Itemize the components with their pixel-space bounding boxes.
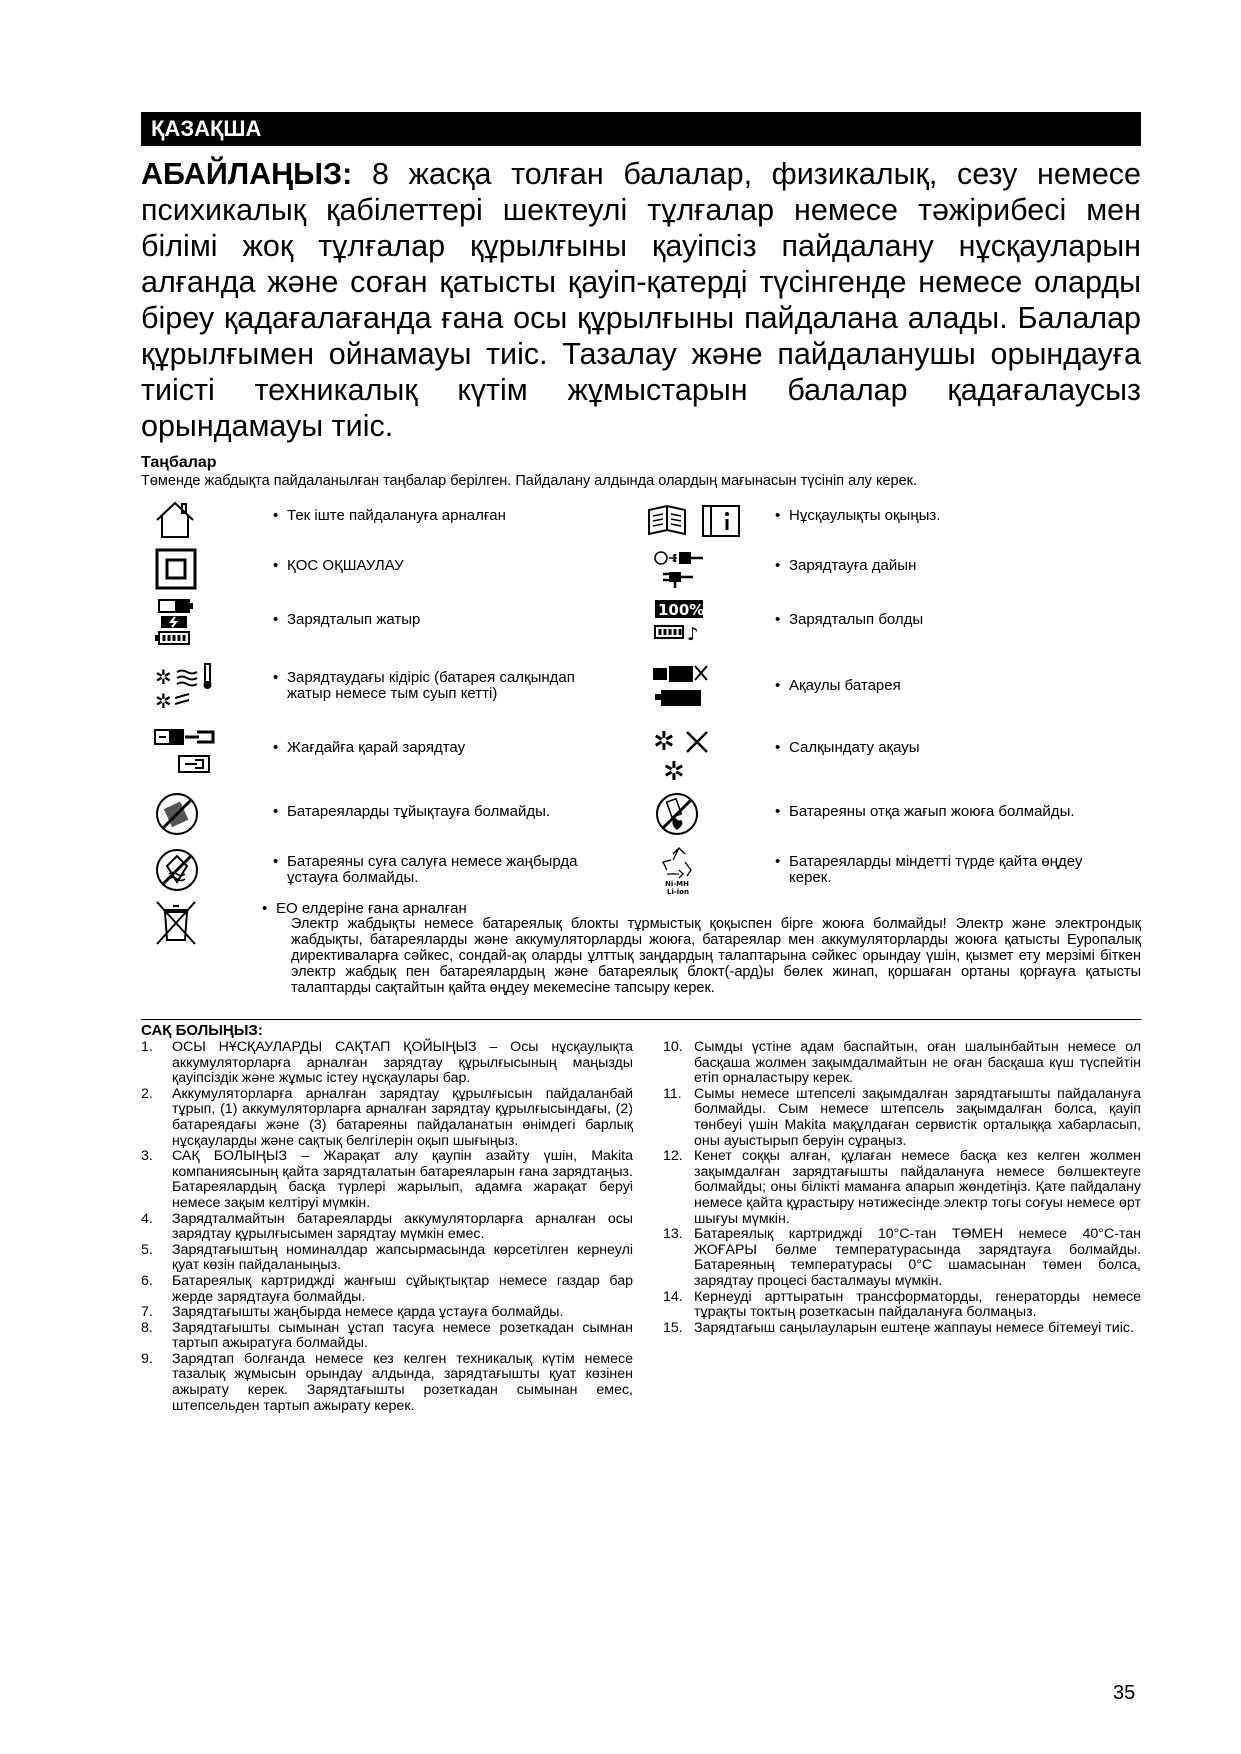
symbol-label: • Зарядталып болды (789, 612, 1089, 628)
symbol-label: • Жағдайға қарай зарядтау (287, 740, 587, 756)
svg-text:✲: ✲ (663, 757, 685, 782)
symbols-title: Таңбалар (141, 454, 217, 471)
read-manual-icon (647, 500, 747, 540)
plug-ready-icon (653, 548, 707, 588)
list-item: 14. Кернеуді арттыратын трансформаторды, генераторды немесе тұрақты токтың розеткасын пайдалануға болмаңыз. (663, 1288, 1141, 1321)
symbol-label: • Зарядталып жатыр (287, 612, 587, 628)
symbol-label: • Зарядтауға дайын (789, 558, 1089, 574)
recycle-icon (659, 846, 699, 896)
charging-battery-icon (155, 598, 199, 648)
list-item: 12. Кенет соққы алған, құлаған немесе басқа кез келген жолмен зақымдалған зарядтағышты пайдалануға немесе бөлшектеуге болмайды; оны білікті маманға апарып жөндетіңіз. Қате пайдалану немесе қайта құрастыру нәтижесінде электр тогы соғуы немесе өрт шығуы мүмкін. (663, 1148, 1141, 1227)
symbol-label: • Ақаулы батарея (789, 678, 1089, 694)
list-item: 9. Зарядтап болғанда немесе кез келген техникалық күтім немесе тазалық жұмысын орындау алдында, зарядтағышты қуат көзінен ажырату керек. Зарядтағышты розеткадан сымынан емес, штепсельден тартып ажырату керек. (141, 1350, 633, 1414)
page-number: 35 (1113, 1682, 1136, 1704)
faulty-battery-icon (651, 664, 711, 708)
list-item: 10. Сымды үстіне адам баспайтын, оған шалынбайтын немесе ол басқаша жолмен зақымдалмайтын не оған басқаша күш түспейтін етіп орналастыру керек. (663, 1039, 1141, 1087)
double-insulation-icon (155, 548, 197, 590)
symbol-label: • Салқындату ақауы (789, 740, 1089, 756)
svg-text:100%: 100% (658, 601, 705, 619)
language-header: ҚАЗАҚША (141, 112, 1141, 146)
symbol-label: • Батареяларды тұйықтауға болмайды. (287, 804, 607, 820)
svg-text:✲: ✲ (155, 665, 172, 689)
house-icon (153, 500, 197, 540)
list-item: 5. Зарядтағыштың номиналдар жапсырмасында көрсетілген кернеулі қуат көзін пайдаланыңыз. (141, 1241, 633, 1274)
recycle-text-liion: Li-ion (667, 888, 689, 896)
crossed-bin-icon (155, 900, 197, 946)
care-list-right (663, 1040, 1141, 1336)
symbol-label: • Нұсқаулықты оқыңыз. (789, 508, 1089, 524)
no-water-icon (155, 848, 199, 892)
no-fire-icon (655, 792, 699, 836)
recycle-text-nimh: Ni-MH (665, 880, 689, 888)
fan-fault-icon (653, 728, 713, 782)
list-item: 11. Сымы немесе штепселі зақымдалған зарядтағышты пайдалануға болмайды. Сым немесе штепсель зақымдалған болса, қауіп төнбеуі үшін Makita мақұлдаған сервистік орталыққа хабарласып, оны ауыстырып беруін сұраңыз. (663, 1085, 1141, 1149)
list-item: 4. Зарядталмайтын батареяларды аккумуляторларға арналған осы зарядтау құрылғысымен зарядтау мүмкін емес. (141, 1210, 633, 1243)
list-item: 15. Зарядтағыш саңылауларын ештеңе жаппауы немесе бітемеуі тиіс. (663, 1319, 1134, 1336)
divider (141, 1019, 1141, 1020)
svg-text:✲: ✲ (155, 689, 172, 712)
list-item: 1. ОСЫ НҰСҚАУЛАРДЫ САҚТАП ҚОЙЫҢЫЗ – Осы нұсқаулықта аккумуляторларға арналған зарядтау құрылғысының маңызды қауіпсіздік және жұмыс істеу нұсқаулары бар. (141, 1039, 633, 1087)
list-item: 3. САҚ БОЛЫҢЫЗ – Жарақат алу қаупін азайту үшін, Makita компаниясының қайта зарядталатын батареяларын ғана зарядтаңыз. Батареялардың басқа түрлері жарылып, адамға жарақат беруі немесе зақым келтіруі мүмкін. (141, 1148, 633, 1211)
symbol-label: • Батареяны отқа жағып жоюға болмайды. (789, 804, 1119, 820)
warning-lead: АБАЙЛАҢЫЗ: (141, 157, 353, 191)
svg-text:♪: ♪ (687, 624, 699, 645)
symbol-label: • Зарядтаудағы кідіріс (батарея салқындап жатыр немесе тым суып кетті) (287, 670, 617, 702)
battery-wrench-icon (153, 728, 219, 778)
symbol-label: • ҚОС ОҚШАУЛАУ (287, 558, 587, 574)
list-item: 2. Аккумуляторларға арналған зарядтау құрылғысын пайдаланбай тұрып, (1) аккумуляторларға арналған зарядтау құрылғысындағы, (2) батареядағы және (3) батареяны пайдаланатын өнімдегі барлық нұсқауларды және сақтық белгілерін оқып шығыңыз. (141, 1085, 633, 1149)
symbols-intro: Төменде жабдықта пайдаланылған таңбалар берілген. Пайдалану алдында олардың мағынасын түсініп алу керек. (141, 473, 918, 489)
svg-text:✲: ✲ (653, 728, 675, 757)
warning-paragraph (141, 156, 1141, 444)
weee-head: • ЕО елдеріне ғана арналған (276, 900, 467, 917)
symbol-label: • Батареяны суға салуға немесе жаңбырда ұстауға болмайды. (287, 854, 617, 886)
care-title: САҚ БОЛЫҢЫЗ: (141, 1022, 263, 1039)
list-item: 13. Батареялық картриджді 10°C-тан ТӨМЕН немесе 40°C-тан ЖОҒАРЫ бөлме температурасында зарядтауға болмайды. Батареяның температурасы 0°C шамасынан төмен болса, зарядтау процесі басталмауы мүмкін. (663, 1226, 1141, 1289)
symbol-label: • Тек іште пайдалануға арналған (287, 508, 587, 524)
symbol-label: • Батареяларды міндетті түрде қайта өңдеу керек. (789, 854, 1125, 886)
page (141, 112, 1141, 1020)
weee-body: Электр жабдықты немесе батареялық блокты тұрмыстық қоқыспен бірге жоюға болмайды! Электр және электрондық жабдықты, батареяларды және аккумуляторларды жоюға, батареялар мен аккумуляторларды жоюға қатысты Еуропалық директиваларға сәйкес, сондай-ақ оларды ұлттық заңдардың талаптарына сәйкес орындау үшін, қызмет ету мерзімі біткен электр жабдық пен батареялардың және батареялық блокт(-ард)ы бөлек жинап, қоршаған ортаны қорғауға қатысты талаптарды сақтайтын қайта өңдеу мекемесіне тапсыру керек. (291, 916, 1141, 996)
list-item: 7. Зарядтағышты жаңбырда немесе қарда ұстауға болмайды. (141, 1304, 564, 1321)
no-crush-icon (155, 792, 199, 836)
list-item: 6. Батареялық картриджді жанғыш сұйықтықтар немесе газдар бар жерде зарядтауға болмайды. (141, 1272, 633, 1305)
cooling-thermometer-icon (153, 662, 219, 712)
warning-text: 8 жасқа толған балалар, физикалық, сезу немесе психикалық қабілеттері шектеулі тұлғалар немесе тәжірибесі мен білімі жоқ тұлғалар құрылғыны қауіпсіз пайдалану нұсқауларын алғанда және соған қатысты қауіп-қатерді түсінгенде немесе оларды біреу қадағалағанда ғана осы құрылғыны пайдалана алады. Балалар құрылғымен ойнамауы тиіс. Тазалау және пайдаланушы орындауға тиісті техникалық күтім жұмыстарын балалар қадағалаусыз орындамауы тиіс. (141, 157, 1141, 443)
list-item: 8. Зарядтағышты сымынан ұстап тасуға немесе розеткадан сымнан тартып ажыратуға болмайды. (141, 1319, 633, 1352)
symbols-table (141, 500, 1141, 1020)
battery-full-icon (651, 598, 711, 648)
care-list-left (141, 1040, 633, 1414)
